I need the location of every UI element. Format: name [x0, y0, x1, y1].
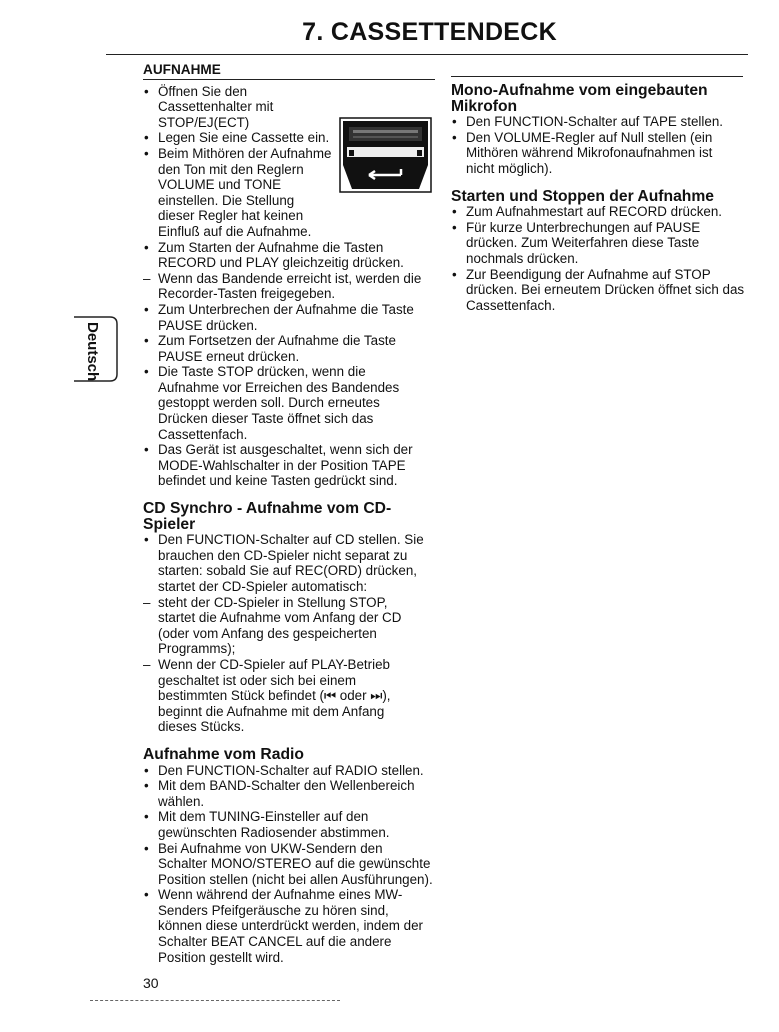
radio-list: [143, 763, 435, 966]
mono-list: [451, 114, 743, 176]
list-item: • Zum Aufnahmestart auf RECORD drücken.: [451, 204, 743, 220]
list-item: • Für kurze Unterbrechungen auf PAUSE drücken. Zum Weiterfahren diese Taste nochmals drücken.: [451, 220, 721, 267]
list-item: – Wenn der CD-Spieler auf PLAY-Betrieb geschaltet ist oder sich bei einem bestimmten Stück befindet (⏮ oder ⏭), beginnt die Aufnahme mit dem Anfang dieses Stücks.: [143, 657, 420, 735]
list-item: • Die Taste STOP drücken, wenn die Aufnahme vor Erreichen des Bandendes gestoppt werden soll. Durch erneutes Drücken dieser Taste öffnet sich das Cassettenfach.: [143, 364, 408, 442]
footer-rule: [90, 1000, 340, 1001]
page-title: 7. CASSETTENDECK: [302, 18, 557, 46]
list-item: • Öffnen Sie den Cassettenhalter mit STOP/EJ(ECT): [143, 84, 343, 131]
mono-heading: Mono-Aufnahme vom eingebauten Mikrofon: [451, 82, 708, 115]
left-column: [143, 62, 435, 965]
list-item: • Zum Starten der Aufnahme die Tasten RECORD und PLAY gleichzeitig drücken.: [143, 240, 435, 271]
list-item: • Zum Fortsetzen der Aufnahme die Taste PAUSE erneut drücken.: [143, 333, 435, 364]
list-item: • Den FUNCTION-Schalter auf CD stellen. Sie brauchen den CD-Spieler nicht separat zu starten: sobald Sie auf REC(ORD) drücken, startet der CD-Spieler automatisch:: [143, 532, 428, 594]
list-item: • Das Gerät ist ausgeschaltet, wenn sich der MODE-Wahlschalter in der Position TAPE befindet und keine Tasten gedrückt sind.: [143, 442, 435, 489]
aufnahme-list: [143, 84, 435, 489]
right-column: [451, 76, 743, 313]
list-item: • Mit dem TUNING-Einsteller auf den gewünschten Radiosender abstimmen.: [143, 809, 408, 840]
list-item: • Mit dem BAND-Schalter den Wellenbereich wählen.: [143, 778, 435, 809]
list-item: • Wenn während der Aufnahme eines MW-Senders Pfeifgeräusche zu hören sind, können diese unterdrückt werden, indem der Schalter BEAT CANCEL auf die andere Position gestellt wird.: [143, 887, 426, 965]
cd-synchro-list: [143, 532, 435, 735]
list-item: • Zum Unterbrechen der Aufnahme die Taste PAUSE drücken.: [143, 302, 435, 333]
page-number: 30: [143, 975, 159, 991]
language-tab-label: Deutsch: [84, 322, 101, 382]
title-rule: [106, 54, 748, 55]
cd-synchro-heading: CD Synchro - Aufnahme vom CD-Spieler: [143, 500, 392, 533]
list-item: • Den FUNCTION-Schalter auf TAPE stellen.: [451, 114, 743, 130]
list-item: • Bei Aufnahme von UKW-Sendern den Schalter MONO/STEREO auf die gewünschte Position stellen (nicht bei allen Ausführungen).: [143, 841, 433, 888]
aufnahme-heading: AUFNAHME: [143, 62, 435, 80]
start-stop-heading: Starten und Stoppen der Aufnahme: [451, 187, 714, 205]
list-item: • Den FUNCTION-Schalter auf RADIO stellen.: [143, 763, 435, 779]
list-item: [143, 146, 435, 240]
list-item-text: • Beim Mithören der Aufnahme den Ton mit den Reglern VOLUME und TONE einstellen. Die Stellung dieser Regler hat keinen Einfluß auf die Aufnahme.: [158, 145, 332, 239]
start-stop-list: [451, 204, 743, 313]
list-item: • Den VOLUME-Regler auf Null stellen (ein Mithören während Mikrofonaufnahmen ist nicht möglich).: [451, 130, 736, 177]
radio-heading: Aufnahme vom Radio: [143, 745, 304, 763]
list-item: • Zur Beendigung der Aufnahme auf STOP drücken. Bei erneutem Drücken öffnet sich das Cassettenfach.: [451, 267, 746, 314]
list-item: – steht der CD-Spieler in Stellung STOP, startet die Aufnahme vom Anfang der CD (oder vom Anfang des gespeicherten Programms);: [143, 595, 418, 657]
list-item: • Legen Sie eine Cassette ein.: [143, 130, 343, 146]
list-item: – Wenn das Bandende erreicht ist, werden die Recorder-Tasten freigegeben.: [143, 271, 435, 302]
